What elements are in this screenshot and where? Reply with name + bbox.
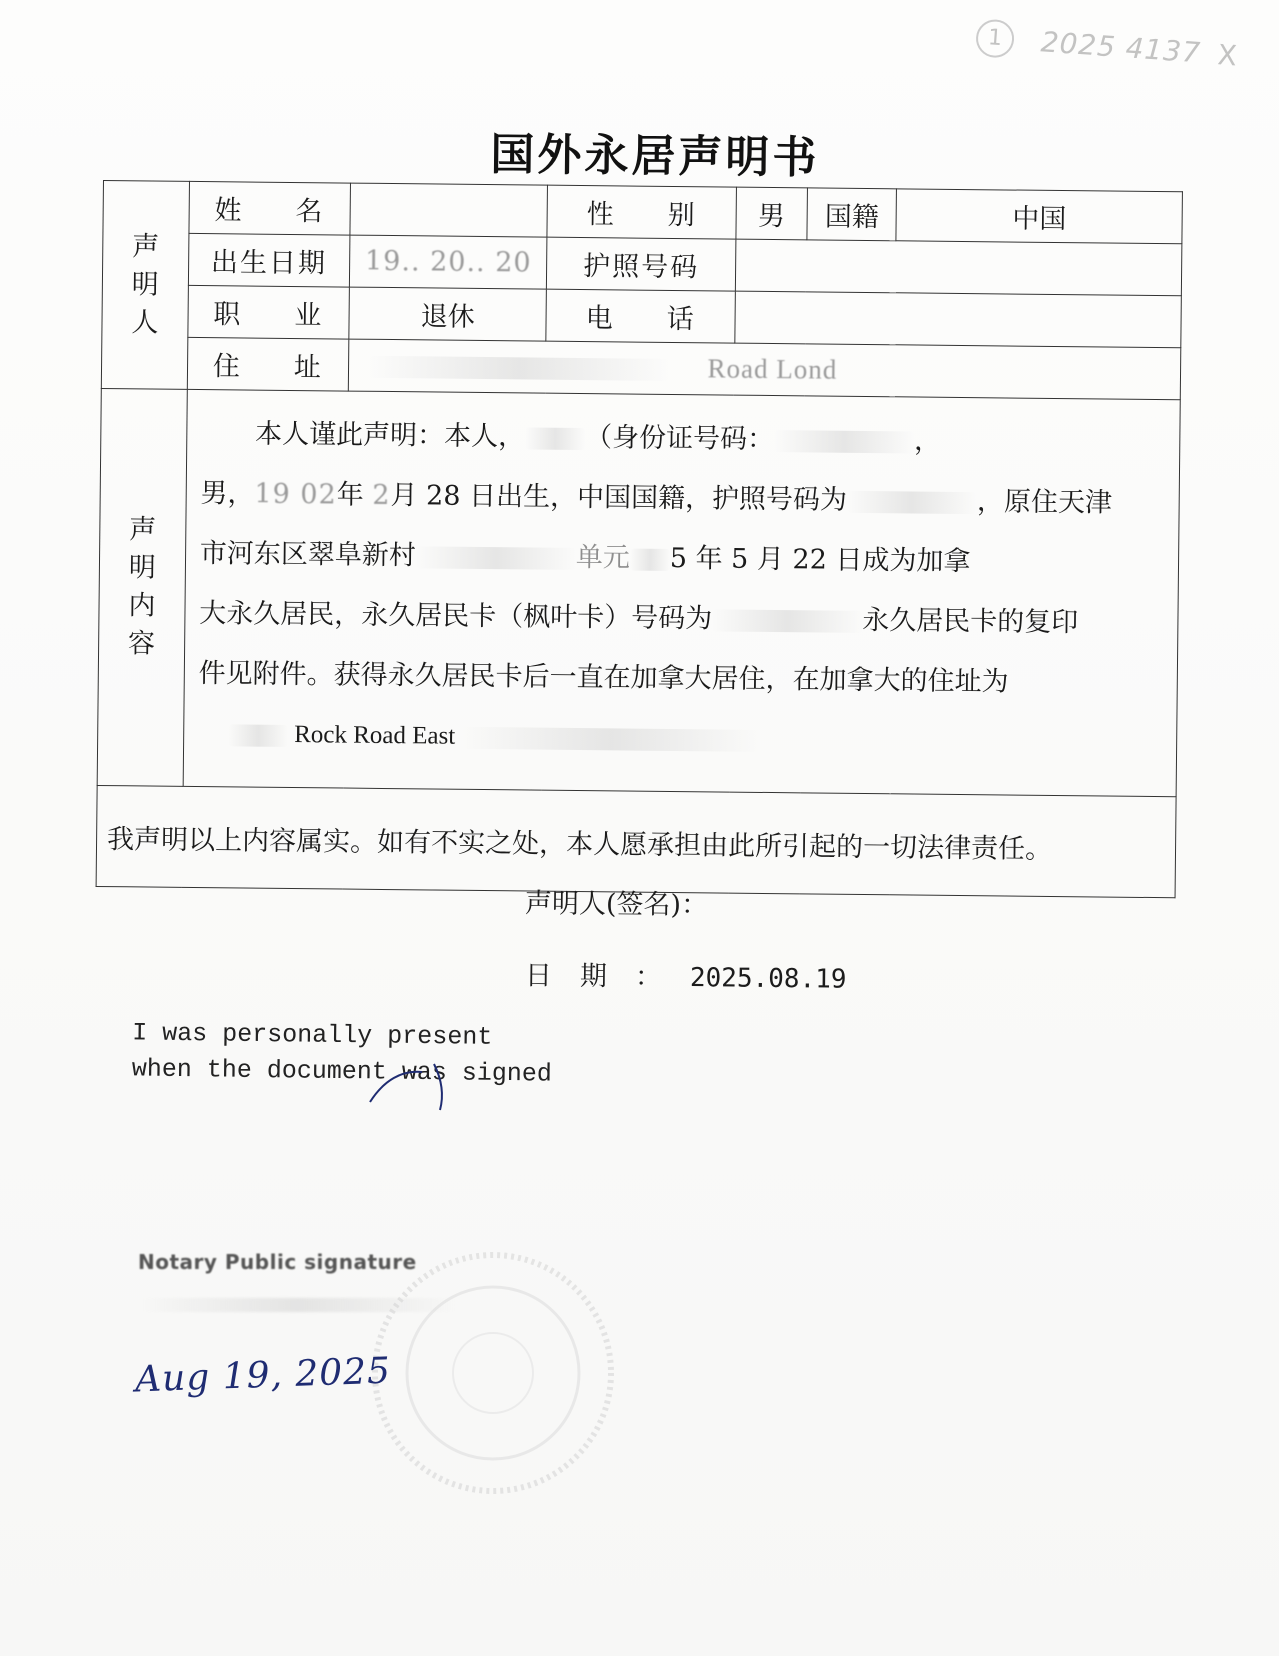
nationality-value: 中国 [896,189,1182,244]
date-label: 日期： [524,960,691,994]
phone-value [735,291,1182,348]
name-value [350,183,548,237]
statement-row [96,785,1176,897]
witness-statement [132,1015,553,1092]
circled-number: 1 [975,18,1016,59]
signature-line [525,881,708,922]
reference-number: 2025 4137 [1039,25,1203,70]
notary-seal [368,1248,618,1498]
occupation-label: 职 业 [188,285,350,339]
phone-label: 电 话 [546,289,735,343]
date-value: 2025.08.19 [689,963,847,995]
birth-label: 出生日期 [188,233,350,287]
witness-line-1: I was personally present [132,1018,493,1052]
name-label: 姓 名 [189,181,351,235]
passport-value [735,239,1182,296]
signature-label: 声明人(签名)： [524,888,709,921]
gender-value: 男 [736,187,808,240]
gender-label: 性 别 [547,185,736,239]
statement-text: 我声明以上内容属实。如有不实之处，本人愿承担由此所引起的一切法律责任。 [96,785,1176,897]
occupation-value: 退休 [349,287,547,341]
declaration-row [97,388,1180,796]
notary-line-1: Notary Public signature [138,1250,417,1274]
address-value: Road Lond [348,339,1181,400]
page-title: 国外永居声明书 [490,129,820,184]
signature-scribble [362,1050,482,1120]
declaration-side-label: 声 明 内 容 [97,388,187,786]
declaration-text: 本人谨此声明：本人， （身份证号码： ， 男，19 02年 2月 28 日出生，中国国籍，护照号码为 ，原住天津 市河东区翠阜新村 单元 5 年 5 月 22 日成为加拿 大永久居民，永久居民卡（枫叶卡）号码为 永久居民卡的复印 件见附件。获得永久居民卡后一直在加拿大居住，在加拿大的住址为 Rock Road East [183,389,1180,796]
witness-line-2: when the document was signed [131,1054,553,1089]
handwritten-date: Aug 19, 2025 [134,1350,392,1401]
birth-value: 19.. 20.. 20 [349,235,547,289]
address-label: 住 址 [187,337,349,391]
passport-label: 护照号码 [547,237,736,291]
redacted-address [369,355,669,380]
declaration-form [96,180,1183,898]
corner-annotation [973,18,1257,97]
date-line [525,953,847,995]
form-table [96,180,1183,898]
x-mark: X [1216,37,1239,72]
nationality-label: 国籍 [807,188,897,241]
declarant-side-label: 声 明 人 [101,181,189,390]
